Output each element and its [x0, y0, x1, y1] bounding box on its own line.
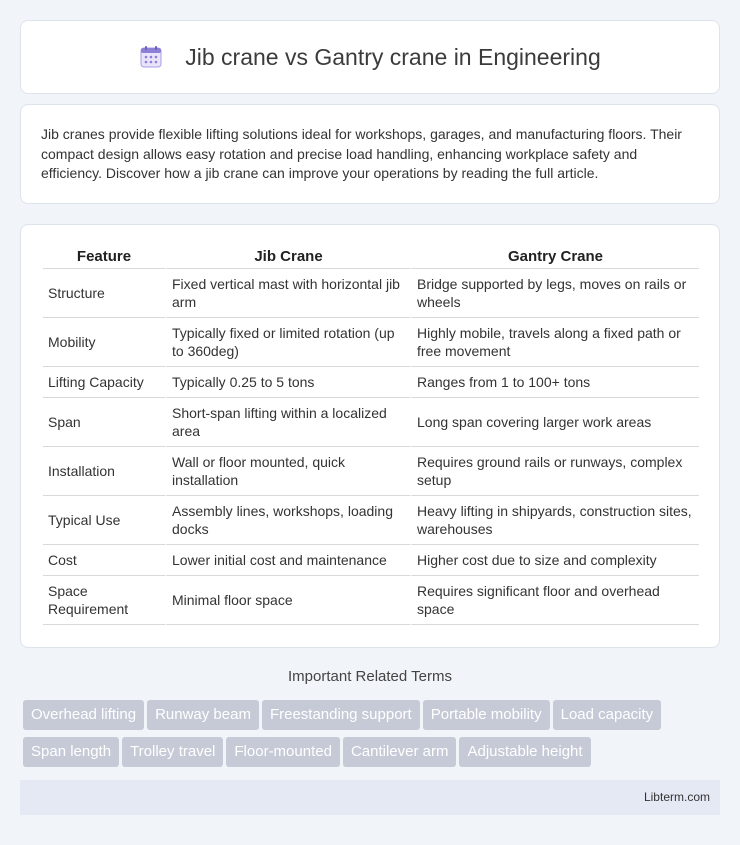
- row-gantry-value: Highly mobile, travels along a fixed path or free movement: [410, 318, 699, 367]
- table-row: [43, 545, 699, 576]
- table-header-row: [43, 245, 699, 269]
- related-terms-heading: Important Related Terms: [288, 668, 452, 685]
- row-feature: Space Requirement: [43, 576, 165, 625]
- column-header-gantry-crane: Gantry Crane: [410, 245, 699, 269]
- row-feature: Lifting Capacity: [43, 367, 165, 398]
- intro-text: Jib cranes provide flexible lifting solutions ideal for workshops, garages, and manufacturing floors. Their compact design allows easy rotation and precise load handling, enhancing workplace safety and efficiency. Discover how a jib crane can improve your operations by reading the full article.: [41, 126, 682, 181]
- term-tag[interactable]: Adjustable height: [459, 737, 590, 767]
- row-jib-value: Lower initial cost and maintenance: [165, 545, 410, 576]
- row-jib-value: Assembly lines, workshops, loading docks: [165, 496, 410, 545]
- table-row: [43, 367, 699, 398]
- term-tag[interactable]: Span length: [23, 737, 119, 767]
- row-feature: Mobility: [43, 318, 165, 367]
- row-jib-value: Short-span lifting within a localized area: [165, 398, 410, 447]
- row-jib-value: Typically fixed or limited rotation (up to 360deg): [165, 318, 410, 367]
- row-gantry-value: Long span covering larger work areas: [410, 398, 699, 447]
- footer-brand-link[interactable]: Libterm.com: [643, 790, 710, 804]
- page-title: Jib crane vs Gantry crane in Engineering: [185, 43, 601, 70]
- related-terms-list: [23, 700, 723, 774]
- table-row: [43, 496, 699, 545]
- comparison-table: [43, 245, 699, 625]
- column-header-jib-crane: Jib Crane: [165, 245, 410, 269]
- comparison-table-card: [20, 224, 720, 648]
- row-jib-value: Wall or floor mounted, quick installation: [165, 447, 410, 496]
- term-tag[interactable]: Trolley travel: [122, 737, 223, 767]
- table-row: [43, 447, 699, 496]
- row-gantry-value: Higher cost due to size and complexity: [410, 545, 699, 576]
- term-tag[interactable]: Runway beam: [147, 700, 259, 730]
- term-tag[interactable]: Freestanding support: [262, 700, 420, 730]
- row-jib-value: Minimal floor space: [165, 576, 410, 625]
- row-jib-value: Fixed vertical mast with horizontal jib arm: [165, 269, 410, 318]
- term-tag[interactable]: Cantilever arm: [343, 737, 457, 767]
- row-jib-value: Typically 0.25 to 5 tons: [165, 367, 410, 398]
- table-row: [43, 318, 699, 367]
- table-row: [43, 576, 699, 625]
- row-feature: Structure: [43, 269, 165, 318]
- row-gantry-value: Ranges from 1 to 100+ tons: [410, 367, 699, 398]
- row-gantry-value: Heavy lifting in shipyards, construction sites, warehouses: [410, 496, 699, 545]
- calendar-icon: [139, 45, 163, 69]
- table-row: [43, 398, 699, 447]
- term-tag[interactable]: Floor-mounted: [226, 737, 340, 767]
- row-feature: Cost: [43, 545, 165, 576]
- row-feature: Typical Use: [43, 496, 165, 545]
- row-gantry-value: Bridge supported by legs, moves on rails or wheels: [410, 269, 699, 318]
- row-feature: Span: [43, 398, 165, 447]
- row-feature: Installation: [43, 447, 165, 496]
- row-gantry-value: Requires significant floor and overhead space: [410, 576, 699, 625]
- term-tag[interactable]: Overhead lifting: [23, 700, 144, 730]
- header-card: [20, 20, 720, 94]
- term-tag[interactable]: Portable mobility: [423, 700, 550, 730]
- column-header-feature: Feature: [43, 245, 165, 269]
- footer: [20, 780, 720, 815]
- intro-card: [20, 104, 720, 204]
- row-gantry-value: Requires ground rails or runways, complex setup: [410, 447, 699, 496]
- table-row: [43, 269, 699, 318]
- term-tag[interactable]: Load capacity: [553, 700, 662, 730]
